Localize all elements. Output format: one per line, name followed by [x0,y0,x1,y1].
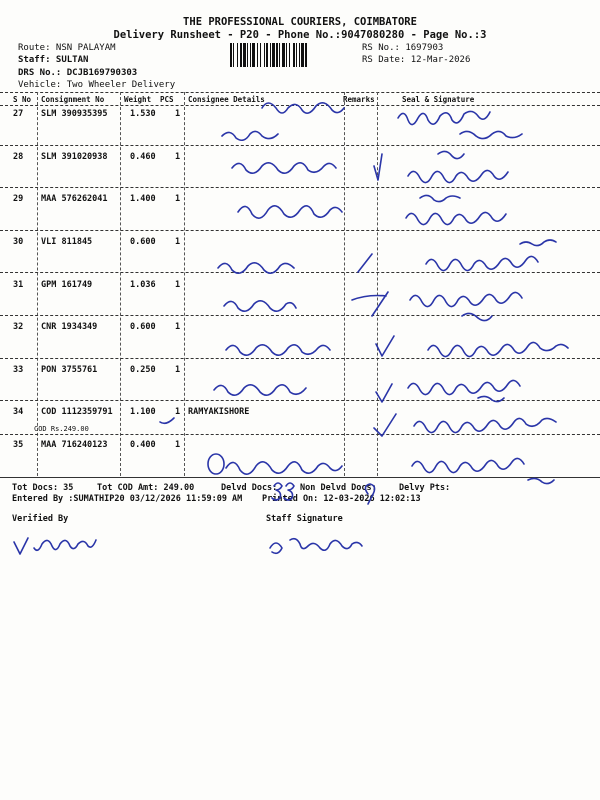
total-docs: Tot Docs: 35 [12,483,74,493]
consignee-handwriting [224,301,296,311]
consignee-handwriting [214,385,306,395]
consignee-check [160,418,174,423]
entered-by: Entered By :SUMATHIP20 03/12/2026 11:59:09 AM [12,494,243,504]
row-sno: 33 [13,365,24,375]
row-consignment: VLI 811845 [41,237,93,247]
col-consignment: Consignment No [41,95,105,104]
row-weight: 0.460 [130,152,156,162]
col-seal-signature: Seal & Signature [402,95,475,104]
signature-handwriting [428,342,568,356]
row-sno: 34 [13,407,24,417]
signature-handwriting [408,151,508,182]
remarks-tick [376,336,394,356]
row-sno: 29 [13,194,24,204]
consignee-handwriting [222,103,344,140]
row-weight: 0.250 [130,365,156,375]
signature-handwriting [406,195,506,224]
row-consignment: PON 3755761 [41,365,98,375]
row-consignment: MAA 576262041 [41,194,108,204]
signature-handwriting [414,418,556,432]
row-weight: 0.600 [130,322,156,332]
row-pcs: 1 [175,237,181,247]
row-sno: 31 [13,280,24,290]
staff-signature-label: Staff Signature [266,514,343,524]
runsheet-title: Delivery Runsheet - P20 - Phone No.:9047080280 - Page No.:3 [113,29,487,41]
signature-handwriting [408,380,520,401]
consignee-handwriting [232,163,336,173]
vehicle-label: Vehicle: Two Wheeler Delivery [18,80,176,90]
col-pcs: PCS [160,95,174,104]
route-label: Route: NSN PALAYAM [18,43,116,53]
delivered-docs-label: Delvd Docs: [221,483,278,493]
col-remarks: Remarks [343,95,375,104]
consignee-handwriting [208,454,342,474]
printed-on: Printed On: 12-03-2026 12:02:13 [262,494,421,504]
row-weight: 1.400 [130,194,156,204]
row-consignment: COD 1112359791 [41,407,113,417]
row-weight: 0.400 [130,440,156,450]
row-pcs: 1 [175,109,181,119]
delivery-points-label: Delvy Pts: [399,483,451,493]
remarks-tick [376,384,392,402]
col-weight: Weight [124,95,152,104]
verified-by-label: Verified By [12,514,69,524]
consignee-handwriting [218,263,294,273]
row-pcs: 1 [175,365,181,375]
row-cod-amount: COD Rs.249.00 [34,425,89,433]
remarks-tick [374,414,396,436]
row-weight: 1.036 [130,280,156,290]
row-consignment: CNR 1934349 [41,322,98,332]
col-sno: S No [13,95,32,104]
row-sno: 30 [13,237,24,247]
rs-number: RS No.: 1697903 [362,43,444,53]
staff-signature [270,539,362,554]
row-consignee: RAMYAKISHORE [188,407,250,417]
signature-handwriting [426,240,556,271]
row-sno: 27 [13,109,24,119]
remarks-tick [358,254,372,272]
row-sno: 32 [13,322,24,332]
rs-date: RS Date: 12-Mar-2026 [362,55,471,65]
signature-handwriting [398,111,522,138]
row-weight: 1.530 [130,109,156,119]
row-weight: 1.100 [130,407,156,417]
row-consignment: MAA 716240123 [41,440,108,450]
signature-handwriting [412,458,554,483]
row-consignment: SLM 391020938 [41,152,108,162]
row-pcs: 1 [175,194,181,204]
row-consignment: GPM 161749 [41,280,93,290]
verified-by-signature [14,538,96,554]
signature-handwriting [410,292,522,320]
row-pcs: 1 [175,280,181,290]
row-sno: 28 [13,152,24,162]
drs-number: DRS No.: DCJB169790303 [18,68,138,78]
company-name: THE PROFESSIONAL COURIERS, COIMBATORE [183,16,417,28]
delivered-docs-handwritten [272,483,294,500]
row-pcs: 1 [175,407,181,417]
non-delivered-docs-handwritten [365,484,374,504]
remarks-tick [374,154,382,180]
row-pcs: 1 [175,322,181,332]
row-pcs: 1 [175,152,181,162]
remarks-slash [352,292,388,316]
row-sno: 35 [13,440,24,450]
row-weight: 0.600 [130,237,156,247]
staff-label: Staff: SULTAN [18,55,89,65]
row-consignment: SLM 390935395 [41,109,108,119]
total-cod-amount: Tot COD Amt: 249.00 [97,483,195,493]
consignee-handwriting [226,345,330,355]
consignee-handwriting [238,206,342,218]
non-delivered-docs-label: Non Delvd Docs: [300,483,377,493]
row-pcs: 1 [175,440,181,450]
col-consignee: Consignee Details [188,95,265,104]
